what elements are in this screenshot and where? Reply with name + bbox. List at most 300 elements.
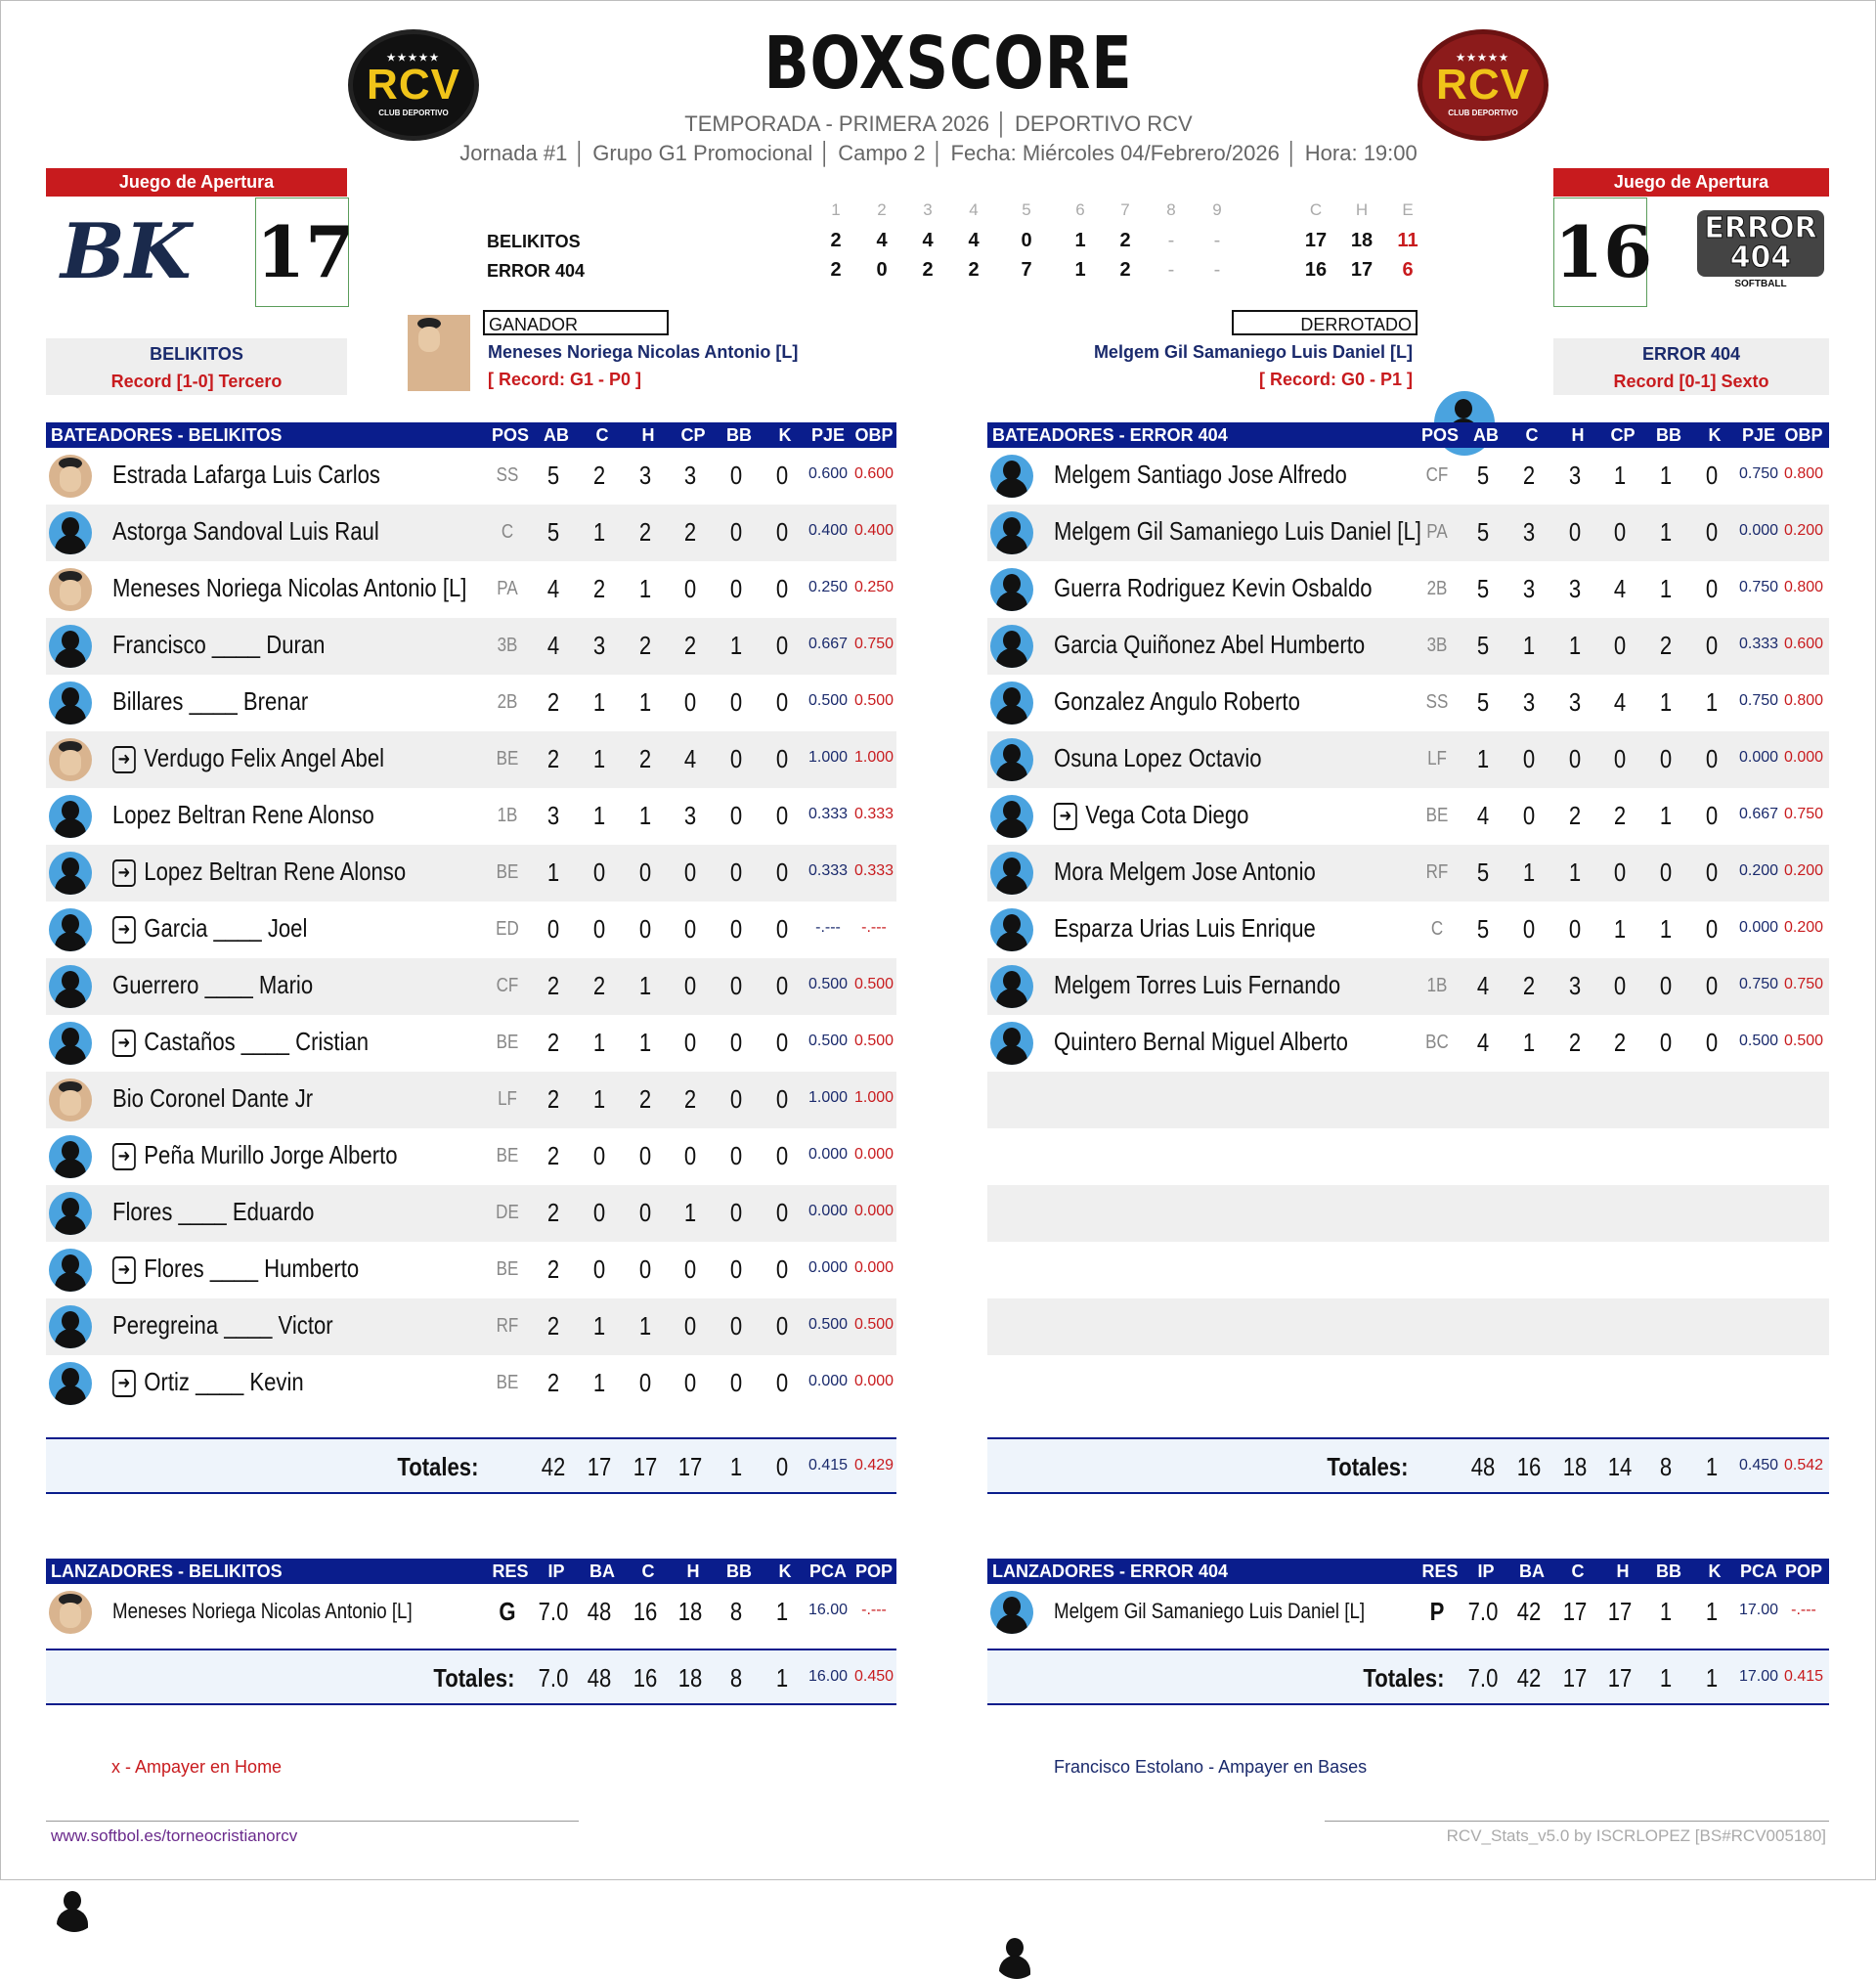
footer-left-rule — [46, 1821, 579, 1822]
player-name-text: Ortiz ____ Kevin — [144, 1367, 304, 1396]
stat-ba: 42 — [1516, 1597, 1542, 1626]
stat-h: 1 — [638, 801, 652, 830]
totals-row — [46, 1649, 896, 1705]
player-avatar-icon — [49, 1305, 92, 1348]
stat-obp: 0.500 — [853, 976, 894, 992]
player-name[interactable] — [112, 857, 406, 887]
stat-h: 3 — [638, 461, 652, 490]
loser-record: [ Record: G0 - P1 ] — [1258, 370, 1413, 389]
player-name[interactable] — [112, 970, 313, 1000]
total-k: 1 — [1705, 1452, 1719, 1481]
stat-bb: 0 — [729, 1141, 743, 1170]
batting-header — [46, 422, 896, 448]
stat-pje: 0.500 — [807, 1033, 849, 1049]
stat-cp: 1 — [683, 1198, 697, 1227]
home-umpire-icon — [51, 1885, 98, 1932]
winner-name: Meneses Noriega Nicolas Antonio [L] — [488, 342, 799, 362]
player-photo — [49, 1591, 92, 1634]
col-header: AB — [544, 425, 569, 445]
stat-pje: 0.333 — [1738, 636, 1779, 652]
away-team-record: Record [0-1] Sexto — [1613, 372, 1769, 391]
player-name[interactable] — [112, 1083, 313, 1114]
player-name[interactable] — [112, 1027, 369, 1057]
player-name[interactable] — [112, 1367, 304, 1397]
player-avatar-icon — [990, 682, 1033, 725]
stat-pos: BE — [1425, 805, 1449, 826]
inning-header: 1 — [831, 200, 841, 219]
pitching-title: LANZADORES - BELIKITOS — [51, 1561, 283, 1581]
player-name[interactable] — [1054, 857, 1316, 887]
inning-runs: 1 — [1074, 259, 1086, 281]
player-name-text: Estrada Lafarga Luis Carlos — [112, 460, 380, 489]
stat-pje: 0.500 — [1738, 1033, 1779, 1049]
player-avatar-icon — [49, 1022, 92, 1065]
stat-c: 2 — [592, 461, 606, 490]
stat-cp: 0 — [1613, 971, 1627, 1000]
player-name[interactable] — [1054, 970, 1340, 1000]
total-pje: 0.450 — [1738, 1457, 1779, 1473]
table-row — [46, 448, 896, 505]
total-ab: 42 — [541, 1452, 566, 1481]
stat-pje: 0.250 — [807, 579, 849, 595]
inning-runs: 4 — [968, 230, 980, 251]
table-row — [46, 1298, 896, 1355]
player-name[interactable] — [112, 1140, 398, 1170]
col-header: PJE — [1741, 425, 1776, 445]
totals-row — [987, 1649, 1829, 1705]
stat-h: 0 — [638, 1368, 652, 1397]
stat-cp: 0 — [1613, 517, 1627, 547]
table-row — [987, 1128, 1829, 1185]
stat-k: 0 — [775, 517, 789, 547]
table-row — [987, 618, 1829, 675]
stat-c: 16 — [633, 1597, 658, 1626]
player-name[interactable] — [112, 1310, 333, 1341]
stat-pje: 0.667 — [1738, 806, 1779, 822]
stat-cp: 4 — [1613, 687, 1627, 717]
stat-pos: BE — [496, 861, 519, 883]
stat-pje: 0.000 — [1738, 749, 1779, 766]
stat-ab: 2 — [546, 1254, 560, 1284]
stat-bb: 2 — [1659, 631, 1673, 660]
totals-row — [46, 1437, 896, 1494]
total-ab: 48 — [1470, 1452, 1496, 1481]
player-name-text: Melgem Gil Samaniego Luis Daniel [L] — [1054, 516, 1421, 546]
player-avatar-icon — [990, 625, 1033, 668]
col-header: BB — [726, 1561, 752, 1581]
stat-res: G — [499, 1597, 516, 1626]
total-k: 0 — [775, 1452, 789, 1481]
stat-h: 0 — [638, 1254, 652, 1284]
inning-runs: 0 — [876, 259, 888, 281]
total-obp: 0.429 — [853, 1457, 894, 1473]
stat-bb: 0 — [729, 971, 743, 1000]
stat-h: 0 — [638, 858, 652, 887]
table-row — [987, 1355, 1829, 1412]
total-ip: 7.0 — [538, 1663, 569, 1693]
stat-h: 2 — [1568, 801, 1582, 830]
stat-ab: 2 — [546, 687, 560, 717]
stat-cp: 3 — [683, 461, 697, 490]
inning-runs: - — [1213, 230, 1221, 251]
stat-pje: 0.500 — [807, 976, 849, 992]
col-header: C — [1571, 1561, 1585, 1581]
stat-ab: 2 — [546, 1084, 560, 1114]
total-bb: 8 — [729, 1663, 743, 1693]
pitcher-name[interactable]: Meneses Noriega Nicolas Antonio [L] — [112, 1599, 413, 1623]
stat-c: 2 — [592, 574, 606, 603]
inning-header: 3 — [923, 200, 933, 219]
total-c: 16 — [633, 1663, 658, 1693]
stat-bb: 0 — [729, 744, 743, 773]
stat-obp: 0.750 — [1783, 806, 1824, 822]
stat-c: 1 — [592, 687, 606, 717]
total-ip: 7.0 — [1467, 1663, 1499, 1693]
stat-h: 2 — [638, 744, 652, 773]
stat-h: 17 — [1607, 1597, 1633, 1626]
stat-obp: 0.750 — [853, 636, 894, 652]
col-header: C — [641, 1561, 655, 1581]
stat-c: 0 — [592, 1141, 606, 1170]
table-row — [46, 675, 896, 731]
stat-bb: 0 — [729, 1254, 743, 1284]
stat-h: 2 — [1568, 1028, 1582, 1057]
stat-obp: 0.500 — [853, 692, 894, 709]
total-c: 17 — [587, 1452, 612, 1481]
player-name[interactable] — [112, 1197, 314, 1227]
total-ba: 48 — [587, 1663, 612, 1693]
table-row — [987, 505, 1829, 561]
player-name[interactable] — [1054, 1027, 1348, 1057]
stat-pje: 0.750 — [1738, 976, 1779, 992]
inning-header: 5 — [1022, 200, 1031, 219]
player-name-text: Verdugo Felix Angel Abel — [144, 743, 385, 772]
total-h: 18 — [1562, 1452, 1588, 1481]
stat-ab: 1 — [546, 858, 560, 887]
stat-cp: 0 — [683, 687, 697, 717]
player-photo — [49, 455, 92, 498]
stat-k: 0 — [1705, 574, 1719, 603]
stat-cp: 0 — [683, 858, 697, 887]
inning-runs: 2 — [830, 259, 842, 281]
pitcher-name[interactable]: Melgem Gil Samaniego Luis Daniel [L] — [1054, 1599, 1366, 1623]
inning-runs: 1 — [1074, 230, 1086, 251]
total-header: H — [1355, 200, 1369, 219]
player-avatar-icon — [990, 795, 1033, 838]
stat-bb: 0 — [1659, 744, 1673, 773]
stat-k: 0 — [1705, 461, 1719, 490]
totals-label: Totales: — [397, 1452, 479, 1481]
stat-cp: 0 — [1613, 631, 1627, 660]
stat-ab: 1 — [1476, 744, 1490, 773]
stat-c: 1 — [1522, 631, 1536, 660]
stat-h: 0 — [1568, 517, 1582, 547]
winner-photo — [408, 315, 470, 391]
stat-c: 3 — [592, 631, 606, 660]
player-name-text: Peregreina ____ Victor — [112, 1310, 333, 1340]
stat-k: 0 — [775, 1311, 789, 1341]
home-umpire: x - Ampayer en Home — [111, 1757, 283, 1777]
total-cp: 14 — [1607, 1452, 1633, 1481]
col-header: H — [641, 425, 655, 445]
player-name-text: Flores ____ Humberto — [144, 1253, 360, 1283]
stat-ip: 7.0 — [538, 1597, 569, 1626]
col-header: AB — [1473, 425, 1499, 445]
total-bb: 1 — [1659, 1663, 1673, 1693]
stat-k: 0 — [1705, 517, 1719, 547]
stat-pje: 0.500 — [807, 692, 849, 709]
loser-tag: DERROTADO — [1232, 310, 1418, 335]
linescore-c: 16 — [1304, 259, 1328, 281]
player-name-text: Peña Murillo Jorge Alberto — [144, 1140, 398, 1169]
stat-cp: 4 — [1613, 574, 1627, 603]
pitching-header — [987, 1559, 1829, 1584]
stat-obp: 0.000 — [853, 1203, 894, 1219]
stat-obp: 0.750 — [1783, 976, 1824, 992]
player-name[interactable] — [112, 573, 466, 603]
stat-k: 0 — [1705, 744, 1719, 773]
stat-k: 0 — [1705, 914, 1719, 944]
stat-obp: 0.200 — [1783, 522, 1824, 539]
col-header: IP — [1477, 1561, 1495, 1581]
stat-bb: 1 — [1659, 1597, 1673, 1626]
stat-k: 0 — [775, 1084, 789, 1114]
away-team-name: ERROR 404 — [1641, 344, 1741, 364]
player-name[interactable] — [112, 800, 374, 830]
table-row — [987, 1072, 1829, 1128]
player-avatar-icon — [990, 455, 1033, 498]
stat-pje: 0.750 — [1738, 465, 1779, 482]
stat-pje: -.--- — [815, 919, 841, 936]
table-row — [46, 1128, 896, 1185]
stat-c: 0 — [1522, 914, 1536, 944]
stat-k: 1 — [775, 1597, 789, 1626]
stat-obp: 0.800 — [1783, 579, 1824, 595]
stat-cp: 1 — [1613, 461, 1627, 490]
player-name[interactable] — [1054, 460, 1347, 490]
player-name[interactable] — [112, 460, 380, 490]
loser-name: Melgem Gil Samaniego Luis Daniel [L] — [1093, 342, 1413, 362]
stat-ab: 2 — [546, 744, 560, 773]
stat-pje: 0.000 — [807, 1373, 849, 1389]
stat-pje: 0.600 — [807, 465, 849, 482]
inning-runs: 2 — [922, 259, 934, 281]
stat-bb: 1 — [1659, 574, 1673, 603]
stat-obp: -.--- — [861, 919, 887, 936]
inning-runs: 4 — [876, 230, 888, 251]
spacer — [46, 1412, 896, 1437]
stat-ab: 2 — [546, 1141, 560, 1170]
totals-row — [987, 1437, 1829, 1494]
stat-h: 1 — [638, 574, 652, 603]
player-name[interactable] — [1054, 516, 1421, 547]
total-header: C — [1309, 200, 1323, 219]
stat-cp: 0 — [683, 1368, 697, 1397]
player-avatar-icon — [990, 511, 1033, 554]
stat-pos: BE — [496, 1372, 519, 1393]
stat-k: 0 — [775, 1198, 789, 1227]
col-header: OBP — [1784, 425, 1823, 445]
stat-obp: 0.333 — [853, 806, 894, 822]
stat-obp: 0.200 — [1783, 862, 1824, 879]
stat-h: 3 — [1568, 574, 1582, 603]
stat-res: P — [1429, 1597, 1445, 1626]
away-pitching-table — [987, 1559, 1829, 1705]
home-team-record: Record [1-0] Tercero — [110, 372, 283, 391]
stat-obp: 0.333 — [853, 862, 894, 879]
inning-header: 8 — [1166, 200, 1176, 219]
stat-k: 0 — [1705, 971, 1719, 1000]
col-header: BA — [1519, 1561, 1545, 1581]
total-pje: 0.415 — [807, 1457, 849, 1473]
player-name[interactable] — [1054, 743, 1262, 773]
table-row — [46, 1072, 896, 1128]
total-h: 18 — [677, 1663, 703, 1693]
stat-c: 1 — [592, 744, 606, 773]
inning-runs: - — [1167, 259, 1175, 281]
stat-c: 0 — [1522, 744, 1536, 773]
player-name[interactable] — [1054, 800, 1248, 830]
stat-cp: 0 — [683, 914, 697, 944]
stat-h: 1 — [1568, 858, 1582, 887]
player-name[interactable] — [112, 743, 384, 773]
player-avatar-icon — [990, 738, 1033, 781]
game-info-line: Jornada #1 │ Grupo G1 Promocional │ Campo 2 │ Fecha: Miércoles 04/Febrero/2026 │ Hora: 19:00 — [459, 141, 1418, 165]
col-header: PJE — [810, 425, 846, 445]
player-name[interactable] — [112, 1253, 359, 1284]
total-pca: 16.00 — [807, 1668, 849, 1685]
stat-c: 3 — [1522, 574, 1536, 603]
stat-h: 0 — [1568, 744, 1582, 773]
stat-h: 2 — [638, 517, 652, 547]
winner-tag: GANADOR — [483, 310, 669, 335]
stat-k: 1 — [1705, 1597, 1719, 1626]
total-pca: 17.00 — [1738, 1668, 1779, 1685]
stat-pos: BE — [496, 1145, 519, 1166]
stat-bb: 1 — [1659, 517, 1673, 547]
right-league-logo: ★★★★★ RCV CLUB DEPORTIVO — [1418, 29, 1549, 141]
stat-bb: 0 — [729, 687, 743, 717]
player-name[interactable] — [112, 516, 379, 547]
home-score: 17 — [255, 198, 349, 307]
stat-c: 2 — [1522, 461, 1536, 490]
table-row — [46, 958, 896, 1015]
inning-runs: 2 — [1119, 230, 1131, 251]
player-avatar-icon — [990, 568, 1033, 611]
player-avatar-icon — [49, 1192, 92, 1235]
stat-ab: 4 — [1476, 1028, 1490, 1057]
stat-cp: 0 — [1613, 858, 1627, 887]
total-bb: 1 — [729, 1452, 743, 1481]
stat-h: 0 — [1568, 914, 1582, 944]
stat-pos: 3B — [1426, 635, 1448, 656]
total-c: 16 — [1516, 1452, 1542, 1481]
stat-pje: 1.000 — [807, 1089, 849, 1106]
stat-pos: LF — [1427, 748, 1447, 770]
stat-ab: 5 — [1476, 858, 1490, 887]
player-avatar-icon — [49, 852, 92, 895]
inning-runs: 0 — [1021, 230, 1032, 251]
col-header: CP — [680, 425, 706, 445]
player-name[interactable] — [1054, 686, 1300, 717]
player-name[interactable] — [112, 630, 325, 660]
stat-k: 0 — [775, 744, 789, 773]
base-umpire: Francisco Estolano - Ampayer en Bases — [1054, 1757, 1368, 1777]
stat-c: 2 — [1522, 971, 1536, 1000]
table-row — [46, 1242, 896, 1298]
stat-k: 0 — [1705, 631, 1719, 660]
player-name-text: Astorga Sandoval Luis Raul — [112, 516, 379, 546]
stat-pos: 2B — [1426, 578, 1448, 599]
stat-k: 0 — [775, 1141, 789, 1170]
player-name-text: Melgem Santiago Jose Alfredo — [1054, 460, 1347, 489]
stat-ab: 5 — [546, 517, 560, 547]
player-name[interactable] — [112, 913, 307, 944]
stat-c: 1 — [592, 1368, 606, 1397]
stat-obp: 0.800 — [1783, 692, 1824, 709]
player-avatar-icon — [49, 908, 92, 951]
stat-pos: BE — [496, 1258, 519, 1280]
player-name[interactable] — [1054, 630, 1365, 660]
stat-pos: RF — [1425, 861, 1449, 883]
stat-pos: 3B — [497, 635, 518, 656]
player-avatar-icon — [990, 852, 1033, 895]
stat-h: 2 — [638, 631, 652, 660]
stat-h: 18 — [677, 1597, 703, 1626]
table-row — [46, 845, 896, 902]
substitute-arrow-icon: ➜ — [112, 1030, 136, 1057]
linescore-team-name: BELIKITOS — [487, 232, 581, 251]
stat-ab: 5 — [1476, 461, 1490, 490]
table-row — [987, 448, 1829, 505]
stat-pos: 1B — [497, 805, 518, 826]
player-name[interactable] — [1054, 913, 1316, 944]
player-photo — [49, 568, 92, 611]
stat-cp: 2 — [683, 517, 697, 547]
player-name-text: Castaños ____ Cristian — [144, 1027, 370, 1056]
player-name[interactable] — [112, 686, 308, 717]
stat-obp: 0.500 — [1783, 1033, 1824, 1049]
spacer — [987, 1412, 1829, 1437]
stat-bb: 0 — [729, 1084, 743, 1114]
stat-ab: 4 — [546, 574, 560, 603]
stat-pje: 0.000 — [1738, 522, 1779, 539]
stat-h: 3 — [1568, 971, 1582, 1000]
stat-ab: 5 — [546, 461, 560, 490]
player-avatar-icon — [990, 1022, 1033, 1065]
substitute-arrow-icon: ➜ — [112, 916, 136, 944]
footer-url[interactable]: www.softbol.es/torneocristianorcv — [51, 1826, 298, 1845]
col-header: H — [1571, 425, 1585, 445]
totals-label: Totales: — [433, 1663, 515, 1693]
stat-pje: 0.000 — [1738, 919, 1779, 936]
table-row — [987, 1242, 1829, 1298]
player-photo — [49, 1078, 92, 1121]
player-name-text: Guerra Rodriguez Kevin Osbaldo — [1054, 573, 1373, 602]
linescore — [484, 200, 1422, 288]
footer-credit: RCV_Stats_v5.0 by ISCRLOPEZ [BS#RCV005180] — [1446, 1826, 1826, 1845]
stat-obp: 0.250 — [853, 579, 894, 595]
stat-bb: 0 — [729, 1028, 743, 1057]
table-row — [46, 1584, 896, 1641]
player-name-text: Garcia Quiñonez Abel Humberto — [1054, 630, 1366, 659]
col-header: C — [595, 425, 609, 445]
stat-bb: 0 — [729, 914, 743, 944]
player-name[interactable] — [1054, 573, 1373, 603]
stat-bb: 0 — [729, 858, 743, 887]
table-row — [46, 1015, 896, 1072]
away-score: 16 — [1553, 198, 1647, 307]
